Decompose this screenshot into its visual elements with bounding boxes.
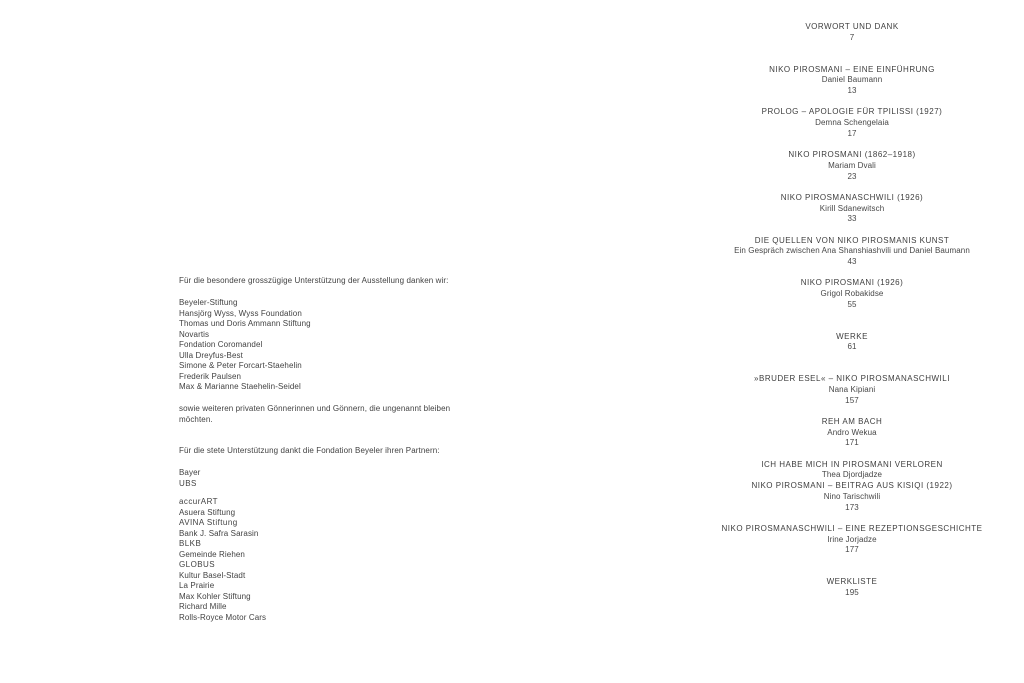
supporter-item: Beyeler-Stiftung [179,298,238,307]
toc-entry-title: NIKO PIROSMANASCHWILI – EINE REZEPTIONSGESCHICHTE [721,523,983,533]
partners-intro: Für die stete Unterstützung dankt die Fondation Beyeler ihren Partnern: [179,446,440,455]
partner-item: BLKB [179,539,202,548]
toc-entry-title: ICH HABE MICH IN PIROSMANI VERLOREN [761,459,943,469]
toc-entry-author: Ein Gespräch zwischen Ana Shanshiashvili und Daniel Baumann [734,246,970,256]
toc-entry-author: Demna Schengelaia [815,118,889,128]
toc-entry [572,236,1024,268]
toc-entry [572,417,1024,449]
toc-entry-title: WERKLISTE [826,577,878,587]
toc-entry [572,460,1024,514]
toc-entry-author: Thea Djordjadze [821,470,883,480]
toc-entry-title: NIKO PIROSMANI – BEITRAG AUS KISIQI (1922) [751,481,953,491]
toc-entry [572,65,1024,97]
supporter-item: Novartis [179,329,210,339]
partner-item: Rolls-Royce Motor Cars [179,612,267,622]
toc-entry-author: Nana Kipiani [828,385,876,395]
toc-entry-title: DIE QUELLEN VON NIKO PIROSMANIS KUNST [754,235,950,245]
toc-entry-author: Kirill Sdanewitsch [819,203,885,213]
toc-entry-title: NIKO PIROSMANI (1926) [800,278,904,288]
toc-entry [572,278,1024,310]
supporter-item: Simone & Peter Forcart-Staehelin [179,361,302,370]
partner-item: Bank J. Safra Sarasin [179,528,259,538]
toc-entry [572,22,1024,43]
toc-entry-page: 157 [845,395,859,405]
main-partner-item: UBS [179,478,197,488]
toc-entry [572,193,1024,225]
toc-entry-page: 13 [847,86,857,96]
toc-entry [572,150,1024,182]
toc-entry-author: Daniel Baumann [821,75,883,85]
exhibition-support-intro: Für die besondere grosszügige Unterstützung der Ausstellung danken wir: [179,276,449,285]
toc-entry-title: VORWORT UND DANK [805,22,899,31]
partner-item: AVINA Stiftung [179,518,238,527]
partner-item: Max Kohler Stiftung [179,591,251,601]
toc-entry-title: NIKO PIROSMANI (1862–1918) [788,150,916,160]
toc-entry-author: Mariam Dvali [828,160,876,170]
toc-entry-page: 7 [849,32,855,42]
toc-entry [572,577,1024,598]
toc-entry-page: 55 [847,299,857,309]
toc-entry [572,524,1024,556]
main-partners-list [179,468,477,489]
partner-item: Richard Mille [179,602,227,611]
supporter-item: Ulla Dreyfus-Best [179,350,243,360]
anonymous-donors-note: sowie weiteren privaten Gönnerinnen und Gönnern, die ungenannt bleiben möchten. [179,404,451,424]
partner-item: GLOBUS [179,560,216,569]
supporter-item: Hansjörg Wyss, Wyss Foundation [179,308,302,318]
partners-list [179,497,477,623]
toc-entry-title: WERKE [836,331,868,341]
toc-entry-title: NIKO PIROSMANI – EINE EINFÜHRUNG [769,64,935,74]
toc-entry-author: Grigol Robakidse [820,288,884,298]
partner-item: Gemeinde Riehen [179,549,245,559]
partner-item: Asuera Stiftung [179,507,236,517]
toc-entry [572,332,1024,353]
supporter-item: Max & Marianne Staehelin-Seidel [179,382,301,391]
toc-entry-title: NIKO PIROSMANASCHWILI (1926) [780,192,924,202]
supporter-item: Fondation Coromandel [179,340,263,349]
toc-entry-page: 173 [845,502,859,512]
toc-entry-title: PROLOG – APOLOGIE FÜR TPILISSI (1927) [761,107,943,117]
toc-entry [572,107,1024,139]
toc-entry-page: 17 [847,128,857,138]
toc-entry-author: Nino Tarischwili [823,491,881,501]
toc-entry-page: 171 [845,438,859,448]
table-of-contents [572,22,1024,609]
supporters-list [179,298,477,393]
toc-entry [572,374,1024,406]
toc-entry-title: REH AM BACH [821,417,883,427]
partner-item: Kultur Basel-Stadt [179,570,246,580]
toc-entry-page: 33 [847,214,857,224]
toc-entry-author: Andro Wekua [827,427,877,437]
partner-item: La Prairie [179,581,215,590]
supporter-item: Frederik Paulsen [179,371,242,381]
toc-entry-page: 23 [847,171,857,181]
toc-entry-author: Irine Jorjadze [827,534,877,544]
main-partner-item: Bayer [179,468,201,477]
toc-entry-page: 177 [845,545,859,555]
acknowledgments-block [179,276,477,623]
toc-entry-title: »BRUDER ESEL« – NIKO PIROSMANASCHWILI [754,374,950,384]
toc-entry-page: 61 [847,342,857,352]
partner-item: accurART [179,497,219,506]
toc-entry-page: 195 [845,587,859,597]
supporter-item: Thomas und Doris Ammann Stiftung [179,319,311,328]
toc-entry-page: 43 [847,256,857,266]
